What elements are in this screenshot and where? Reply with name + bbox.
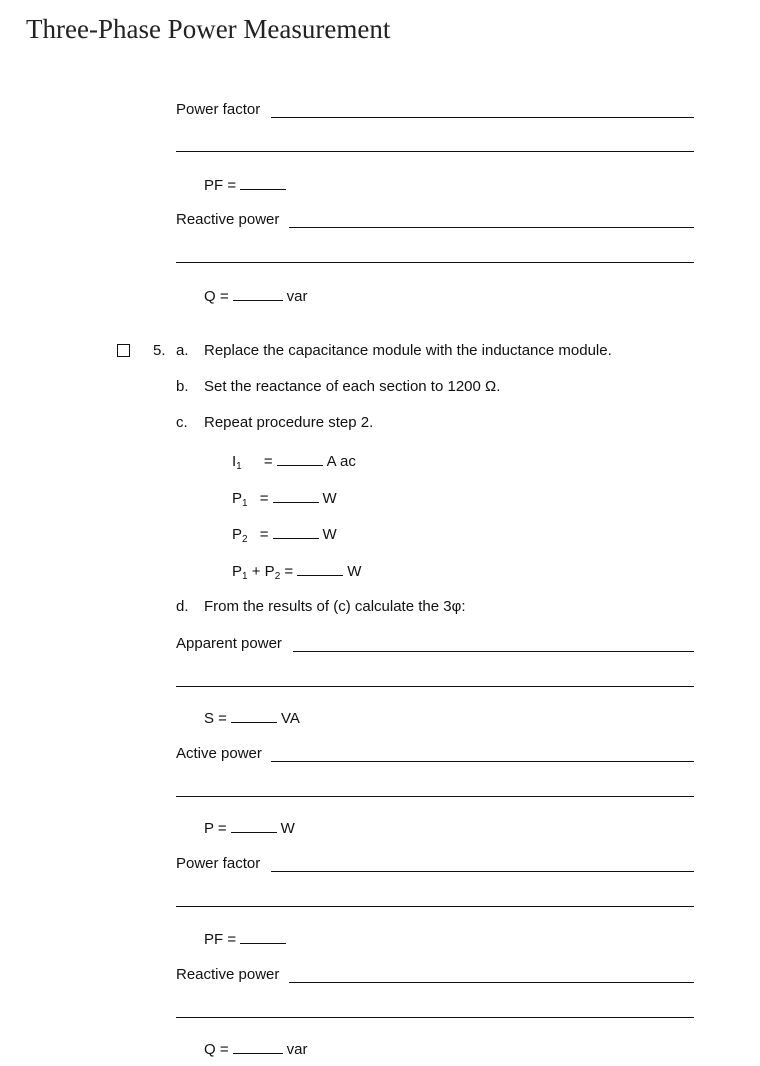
step-5b-letter: b. [176,378,189,395]
q-line-2 [204,1039,307,1059]
p2-measurement [232,524,337,549]
pf-blank-2[interactable] [240,929,286,944]
step-5a-letter: a. [176,342,189,359]
p2-blank[interactable] [273,524,319,539]
pf-label: PF = [204,177,237,194]
i1-blank[interactable] [277,451,323,466]
apparent-power-answer-line[interactable] [293,651,694,652]
p-sum-measurement [232,561,361,586]
page-title: Three-Phase Power Measurement [26,14,391,44]
reactive-power-answer-line[interactable] [289,227,694,228]
p2-unit: W [322,526,337,543]
step-5c-text: Repeat procedure step 2. [204,414,374,431]
step-5-checkbox[interactable] [117,344,130,357]
pf-line [204,175,290,195]
apparent-power-answer-line-2[interactable] [176,686,694,687]
q-label-2: Q = [204,1041,229,1058]
q-blank-2[interactable] [233,1039,283,1054]
step-5a-text: Replace the capacitance module with the inductance module. [204,342,612,359]
sum-subscript-a: 1 [242,571,248,582]
pf-line-2 [204,929,290,949]
reactive-power-answer-line-3[interactable] [289,982,694,983]
q-label: Q = [204,288,229,305]
pf-blank[interactable] [240,175,286,190]
power-factor-answer-line[interactable] [271,117,694,118]
p-blank[interactable] [231,818,277,833]
p-unit: W [280,820,295,837]
power-factor-label-2: Power factor [176,855,261,872]
reactive-power-label-2: Reactive power [176,966,280,983]
p2-subscript: 2 [242,534,248,545]
reactive-power-answer-line-2[interactable] [176,262,694,263]
reactive-power-label: Reactive power [176,211,280,228]
active-power-answer-line[interactable] [271,761,694,762]
power-factor-answer-line-4[interactable] [176,906,694,907]
i1-measurement [232,451,356,476]
active-power-answer-line-2[interactable] [176,796,694,797]
s-unit: VA [280,710,300,727]
q-unit: var [286,288,308,305]
s-label: S = [204,710,227,727]
i1-equals: = [263,453,273,470]
active-power-label: Active power [176,745,262,762]
sum-blank[interactable] [297,561,343,576]
power-factor-answer-line-3[interactable] [271,871,694,872]
p-line [204,818,295,838]
pf-label-2: PF = [204,931,237,948]
p1-measurement [232,488,337,513]
s-blank[interactable] [231,708,277,723]
p1-blank[interactable] [273,488,319,503]
sum-subscript-b: 2 [274,571,281,582]
p-label: P = [204,820,227,837]
i1-unit: A ac [326,453,356,470]
i1-symbol: I [232,453,237,470]
sum-plus: + P [251,563,275,580]
sum-equals: = [284,563,294,580]
step-5b-text: Set the reactance of each section to 1200 Ω. [204,378,501,395]
power-factor-label: Power factor [176,101,261,118]
q-unit-2: var [286,1041,308,1058]
i1-subscript: 1 [236,461,242,472]
p1-unit: W [322,490,337,507]
sum-unit: W [347,563,362,580]
step-5d-letter: d. [176,598,189,615]
step-5d-text: From the results of (c) calculate the 3φ: [204,598,466,615]
reactive-power-answer-line-4[interactable] [176,1017,694,1018]
apparent-power-label: Apparent power [176,635,282,652]
p2-symbol: P [232,526,243,543]
step-5c-letter: c. [176,414,188,431]
s-line [204,708,300,728]
p1-subscript: 1 [242,498,248,509]
power-factor-answer-line-2[interactable] [176,151,694,152]
p1-symbol: P [232,490,243,507]
p2-equals: = [259,526,269,543]
p1-equals: = [259,490,269,507]
q-line [204,286,307,306]
step-5-number: 5. [153,342,166,359]
sum-symbol-a: P [232,563,243,580]
q-blank[interactable] [233,286,283,301]
